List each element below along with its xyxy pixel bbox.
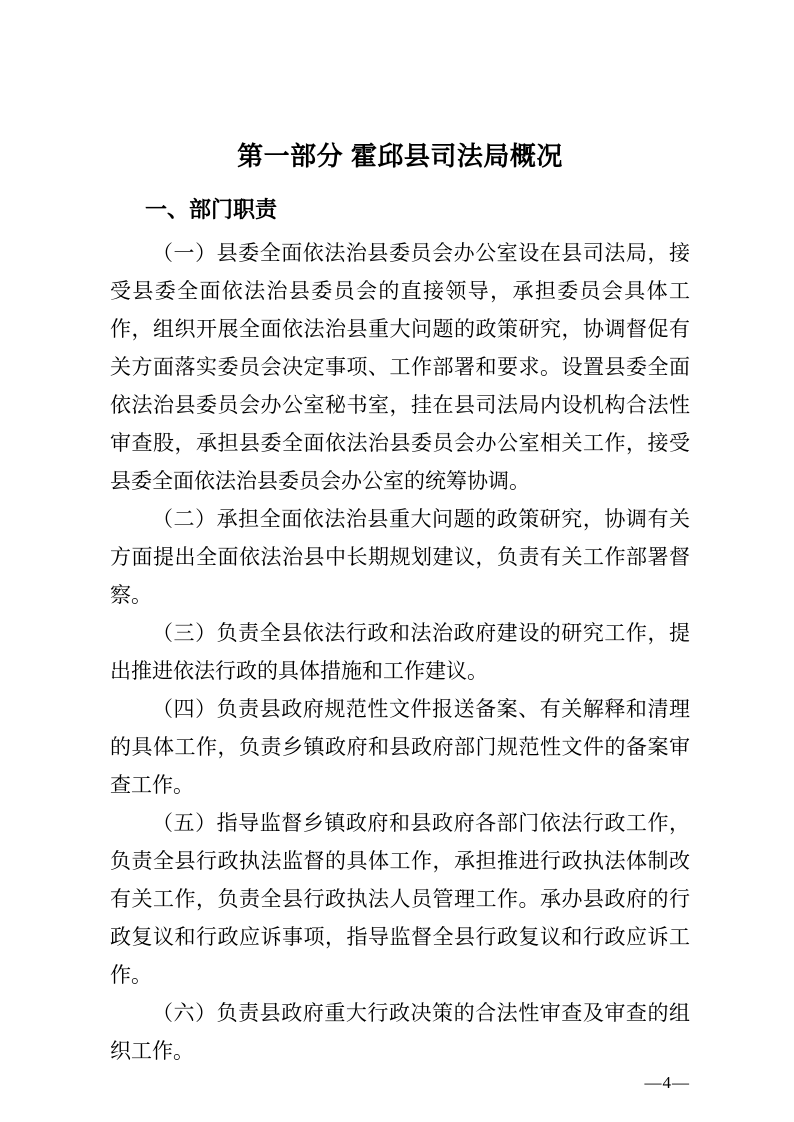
document-body bbox=[110, 234, 690, 1070]
paragraph-6: （六）负责县政府重大行政决策的合法性审查及审查的组织工作。 bbox=[110, 1001, 690, 1063]
paragraph-1: （一）县委全面依法治县委员会办公室设在县司法局，接受县委全面依法治县委员会的直接领导，承担委员会具体工作，组织开展全面依法治县重大问题的政策研究，协调督促有关方面落实委员会决定事项、工作部署和要求。设置县委全面依法治县委员会办公室秘书室，挂在县司法局内设机构合法性审查股，承担县委全面依法治县委员会办公室相关工作，接受县委全面依法治县委员会办公室的统筹协调。 bbox=[110, 241, 690, 493]
page-number: —4— bbox=[644, 1073, 690, 1092]
document-title: 第一部分 霍邱县司法局概况 bbox=[237, 141, 563, 171]
section-heading: 一、部门职责 bbox=[145, 197, 278, 222]
paragraph-2: （二）承担全面依法治县重大问题的政策研究，协调有关方面提出全面依法治县中长期规划建议，负责有关工作部署督察。 bbox=[110, 507, 690, 607]
paragraph-4: （四）负责县政府规范性文件报送备案、有关解释和清理的具体工作，负责乡镇政府和县政府部门规范性文件的备案审查工作。 bbox=[110, 697, 690, 797]
paragraph-5: （五）指导监督乡镇政府和县政府各部门依法行政工作，负责全县行政执法监督的具体工作，承担推进行政执法体制改有关工作，负责全县行政执法人员管理工作。承办县政府的行政复议和行政应诉事项，指导监督全县行政复议和行政应诉工作。 bbox=[110, 811, 690, 987]
paragraph-3: （三）负责全县依法行政和法治政府建设的研究工作，提出推进依法行政的具体措施和工作建议。 bbox=[110, 621, 690, 683]
